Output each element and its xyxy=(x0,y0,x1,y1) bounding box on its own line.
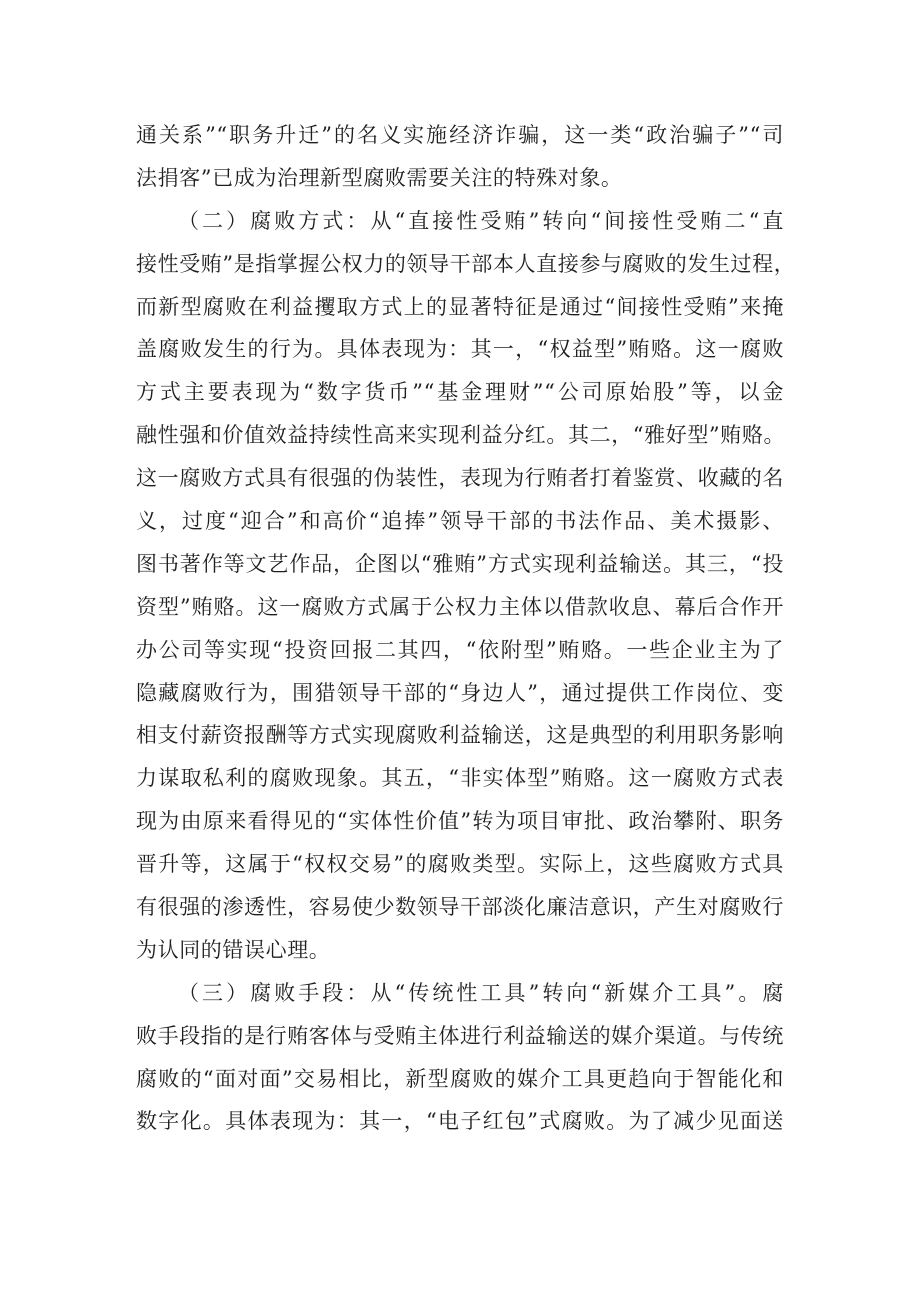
text-line: 义，过度“迎合”和高价“追捧”领导干部的书法作品、美术摄影、 xyxy=(136,509,784,534)
text-line: 这一腐败方式具有很强的伪装性，表现为行贿者打着鉴赏、收藏的名 xyxy=(136,466,784,491)
text-line: 现为由原来看得见的“实体性价值”转为项目审批、政治攀附、职务 xyxy=(136,809,784,834)
text-line: 方式主要表现为“数字货币”“基金理财”“公司原始股”等，以金 xyxy=(136,380,784,405)
text-line: 办公司等实现“投资回报二其四，“依附型”贿赂。一些企业主为了 xyxy=(136,637,784,662)
text-line: 图书著作等文艺作品，企图以“雅贿”方式实现利益输送。其三，“投 xyxy=(136,551,784,576)
text-line: 力谋取私利的腐败现象。其五，“非实体型”贿赂。这一腐败方式表 xyxy=(136,766,784,791)
text-line: 数字化。具体表现为：其一，“电子红包”式腐败。为了减少见面送 xyxy=(136,1109,784,1134)
text-line: 腐败的“面对面”交易相比，新型腐败的媒介工具更趋向于智能化和 xyxy=(136,1066,784,1091)
text-line: 盖腐败发生的行为。具体表现为：其一，“权益型”贿赂。这一腐败 xyxy=(136,337,784,362)
text-line: 法捐客”已成为治理新型腐败需要关注的特殊对象。 xyxy=(136,165,623,190)
text-line: 接性受贿”是指掌握公权力的领导干部本人直接参与腐败的发生过程， xyxy=(136,251,796,276)
text-line: 资型”贿赂。这一腐败方式属于公权力主体以借款收息、幕后合作开 xyxy=(136,594,784,619)
text-line: 败手段指的是行贿客体与受贿主体进行利益输送的媒介渠道。与传统 xyxy=(136,1023,784,1048)
section-heading-line: （三）腐败手段：从“传统性工具”转向“新媒介工具”。腐 xyxy=(178,980,784,1005)
body-text xyxy=(136,114,796,1143)
text-line: 通关系”“职务升迁”的名义实施经济诈骗，这一类“政治骗子”“司 xyxy=(136,123,784,147)
text-line: 为认同的错误心理。 xyxy=(136,937,331,962)
text-line: 晋升等，这属于“权权交易”的腐败类型。实际上，这些腐败方式具 xyxy=(136,852,784,877)
text-line: 隐藏腐败行为，围猎领导干部的“身边人”，通过提供工作岗位、变 xyxy=(136,680,784,705)
section-heading-line: （二）腐败方式：从“直接性受贿”转向“间接性受贿二“直 xyxy=(178,208,784,233)
text-line: 相支付薪资报酬等方式实现腐败利益输送，这是典型的利用职务影响 xyxy=(136,723,784,748)
text-line: 融性强和价值效益持续性高来实现利益分红。其二，“雅好型”贿赂。 xyxy=(136,423,786,448)
text-line: 而新型腐败在利益攫取方式上的显著特征是通过“间接性受贿”来掩 xyxy=(136,294,784,319)
text-line: 有很强的渗透性，容易使少数领导干部淡化廉洁意识，产生对腐败行 xyxy=(136,895,784,920)
